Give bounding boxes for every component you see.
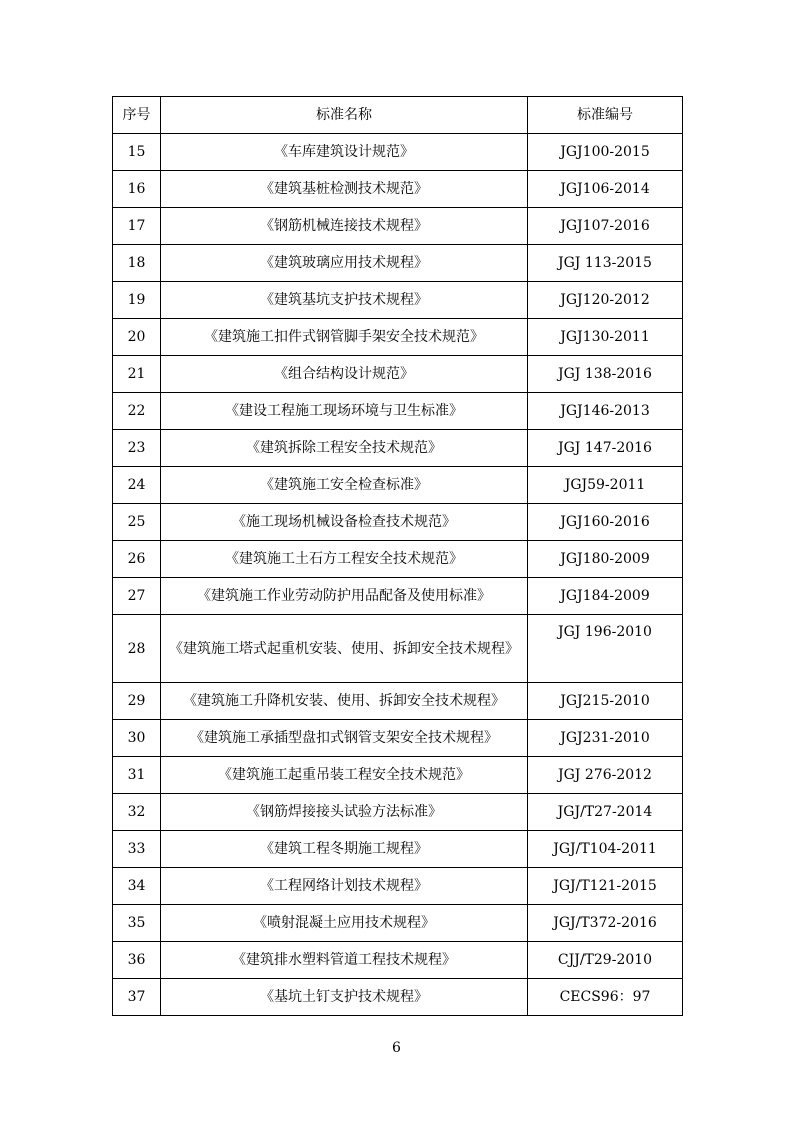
row-name: 《建筑施工起重吊装工程安全技术规范》	[161, 757, 528, 794]
table-row	[113, 356, 683, 393]
row-code: JGJ231-2010	[528, 720, 683, 757]
row-code: JGJ100-2015	[528, 134, 683, 171]
table-row	[113, 504, 683, 541]
header-code: 标准编号	[528, 97, 683, 134]
row-no: 26	[113, 541, 161, 578]
row-no: 30	[113, 720, 161, 757]
row-no: 37	[113, 979, 161, 1016]
row-code: JGJ146-2013	[528, 393, 683, 430]
row-no: 28	[113, 615, 161, 683]
table-row	[113, 245, 683, 282]
row-code: JGJ184-2009	[528, 578, 683, 615]
table-row	[113, 282, 683, 319]
row-no: 31	[113, 757, 161, 794]
row-name: 《工程网络计划技术规程》	[161, 868, 528, 905]
row-name: 《建筑施工安全检查标准》	[161, 467, 528, 504]
table-row	[113, 720, 683, 757]
standards-table	[112, 96, 683, 1016]
row-code: JGJ106-2014	[528, 171, 683, 208]
row-code: CECS96：97	[528, 979, 683, 1016]
row-code: JGJ/T121-2015	[528, 868, 683, 905]
table-row	[113, 578, 683, 615]
row-code: JGJ/T27-2014	[528, 794, 683, 831]
row-name: 《建筑排水塑料管道工程技术规程》	[161, 942, 528, 979]
header-name: 标准名称	[161, 97, 528, 134]
row-code: JGJ/T104-2011	[528, 831, 683, 868]
row-name: 《建筑施工升降机安装、使用、拆卸安全技术规程》	[161, 683, 528, 720]
row-no: 29	[113, 683, 161, 720]
row-name: 《喷射混凝土应用技术规程》	[161, 905, 528, 942]
row-no: 24	[113, 467, 161, 504]
row-name: 《建筑施工扣件式钢管脚手架安全技术规范》	[161, 319, 528, 356]
row-name: 《建筑施工塔式起重机安装、使用、拆卸安全技术规程》	[161, 615, 528, 683]
row-no: 16	[113, 171, 161, 208]
row-name: 《建筑拆除工程安全技术规范》	[161, 430, 528, 467]
table-row	[113, 615, 683, 683]
row-code: JGJ160-2016	[528, 504, 683, 541]
row-code: JGJ 276-2012	[528, 757, 683, 794]
row-code: JGJ 196-2010	[528, 615, 683, 683]
table-row	[113, 942, 683, 979]
row-name: 《车库建筑设计规范》	[161, 134, 528, 171]
row-no: 18	[113, 245, 161, 282]
table-row	[113, 430, 683, 467]
table-row	[113, 319, 683, 356]
row-code: JGJ130-2011	[528, 319, 683, 356]
page-number: 6	[392, 1040, 401, 1056]
row-code: JGJ59-2011	[528, 467, 683, 504]
row-no: 21	[113, 356, 161, 393]
row-name: 《建筑施工作业劳动防护用品配备及使用标准》	[161, 578, 528, 615]
row-no: 33	[113, 831, 161, 868]
row-no: 35	[113, 905, 161, 942]
row-no: 20	[113, 319, 161, 356]
row-name: 《钢筋焊接接头试验方法标准》	[161, 794, 528, 831]
row-name: 《建筑工程冬期施工规程》	[161, 831, 528, 868]
table-row	[113, 393, 683, 430]
table-row	[113, 905, 683, 942]
row-no: 34	[113, 868, 161, 905]
row-code: JGJ180-2009	[528, 541, 683, 578]
row-code: JGJ/T372-2016	[528, 905, 683, 942]
row-name: 《建筑基桩检测技术规范》	[161, 171, 528, 208]
row-name: 《钢筋机械连接技术规程》	[161, 208, 528, 245]
row-code: JGJ 138-2016	[528, 356, 683, 393]
header-no: 序号	[113, 97, 161, 134]
row-name: 《组合结构设计规范》	[161, 356, 528, 393]
table-row	[113, 134, 683, 171]
row-code: CJJ/T29-2010	[528, 942, 683, 979]
table-row	[113, 831, 683, 868]
row-name: 《建筑玻璃应用技术规程》	[161, 245, 528, 282]
table-row	[113, 467, 683, 504]
table-row	[113, 979, 683, 1016]
row-name: 《基坑土钉支护技术规程》	[161, 979, 528, 1016]
row-name: 《施工现场机械设备检查技术规范》	[161, 504, 528, 541]
row-no: 36	[113, 942, 161, 979]
row-no: 32	[113, 794, 161, 831]
table-row	[113, 208, 683, 245]
row-no: 27	[113, 578, 161, 615]
table-row	[113, 868, 683, 905]
row-name: 《建筑基坑支护技术规程》	[161, 282, 528, 319]
table-row	[113, 757, 683, 794]
row-name: 《建筑施工土石方工程安全技术规范》	[161, 541, 528, 578]
row-no: 25	[113, 504, 161, 541]
row-code: JGJ120-2012	[528, 282, 683, 319]
row-no: 23	[113, 430, 161, 467]
row-code: JGJ107-2016	[528, 208, 683, 245]
table-row	[113, 683, 683, 720]
table-header-row	[113, 97, 683, 134]
row-code: JGJ215-2010	[528, 683, 683, 720]
row-name: 《建筑施工承插型盘扣式钢管支架安全技术规程》	[161, 720, 528, 757]
row-code: JGJ 147-2016	[528, 430, 683, 467]
row-no: 15	[113, 134, 161, 171]
table-row	[113, 541, 683, 578]
row-no: 17	[113, 208, 161, 245]
row-code: JGJ 113-2015	[528, 245, 683, 282]
table-row	[113, 794, 683, 831]
row-no: 22	[113, 393, 161, 430]
row-no: 19	[113, 282, 161, 319]
row-name: 《建设工程施工现场环境与卫生标准》	[161, 393, 528, 430]
table-row	[113, 171, 683, 208]
